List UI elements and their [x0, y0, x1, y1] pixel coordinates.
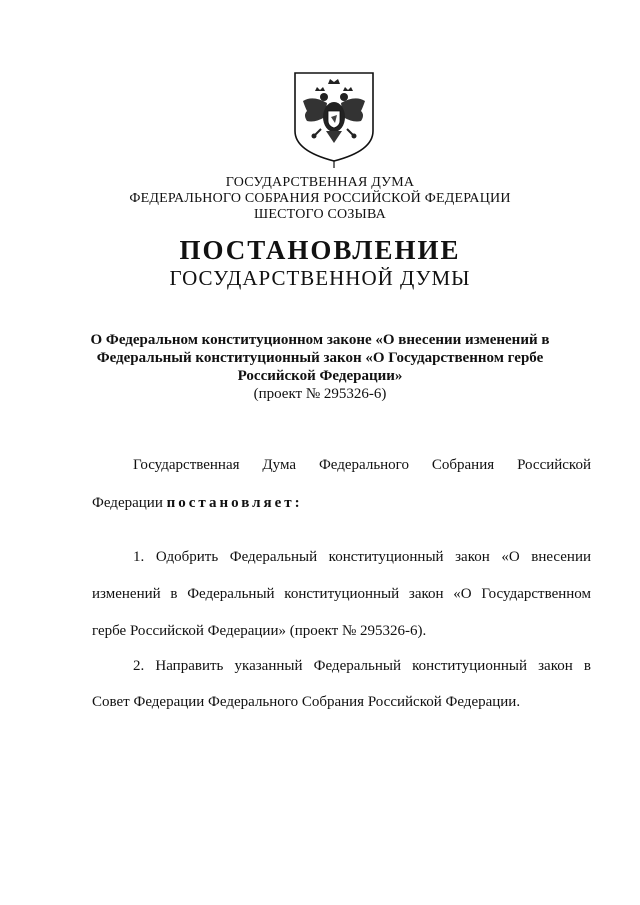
project-number: (проект № 295326-6) — [253, 386, 387, 402]
preamble-line-1: Государственная Дума Федерального Собрания Российской — [133, 457, 591, 473]
preamble-line-2 — [92, 493, 303, 513]
item-1-line-3: гербе Российской Федерации» (проект № 295326-6). — [92, 623, 427, 639]
subject-line-1: О Федеральном конституционном законе «О внесении изменений в — [90, 332, 550, 348]
item-1-line-1: 1. Одобрить Федеральный конституционный закон «О внесении — [133, 549, 591, 565]
subject-line-3: Российской Федерации» — [237, 368, 403, 384]
coat-of-arms-icon — [291, 71, 377, 169]
document-title: ПОСТАНОВЛЕНИЕ — [179, 235, 461, 265]
item-1-line-2: изменений в Федеральный конституционный закон «О Государственном — [92, 586, 591, 602]
item-2-line-2: Совет Федерации Федерального Собрания Российской Федерации. — [92, 694, 521, 710]
org-line-duma: ГОСУДАРСТВЕННАЯ ДУМА — [225, 175, 415, 190]
decree-word: постановляет: — [166, 495, 303, 511]
preamble-text: Федерации — [92, 495, 167, 511]
subject-line-2: Федеральный конституционный закон «О Государственном гербе — [96, 350, 544, 366]
org-line-assembly: ФЕДЕРАЛЬНОГО СОБРАНИЯ РОССИЙСКОЙ ФЕДЕРАЦИИ — [129, 191, 511, 206]
org-line-convocation: ШЕСТОГО СОЗЫВА — [254, 207, 386, 222]
item-2-line-1: 2. Направить указанный Федеральный конституционный закон в — [133, 658, 591, 674]
document-subtitle: ГОСУДАРСТВЕННОЙ ДУМЫ — [169, 266, 471, 290]
